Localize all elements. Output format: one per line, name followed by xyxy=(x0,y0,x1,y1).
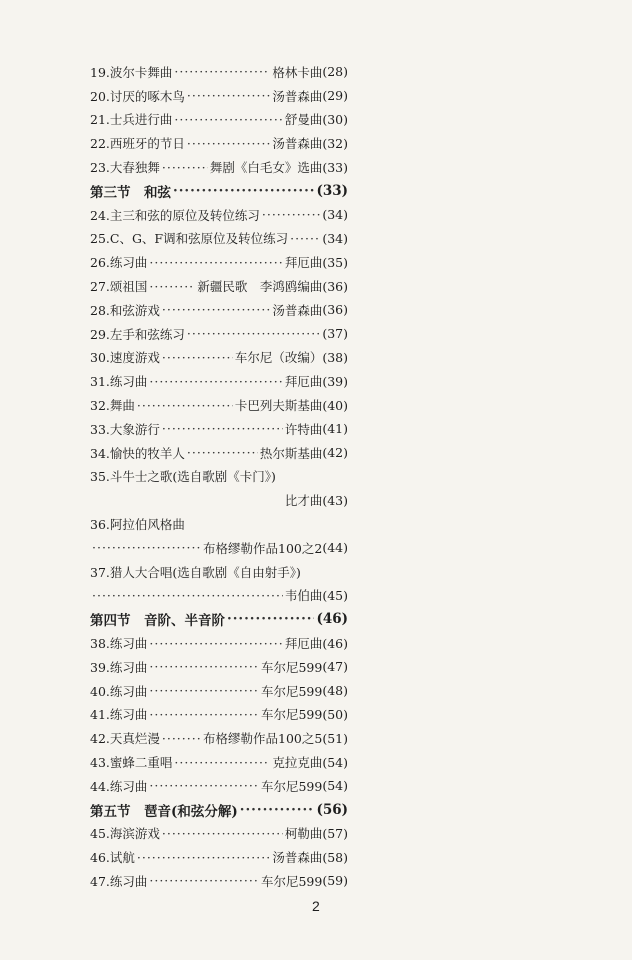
toc-title: 30.速度游戏 xyxy=(90,350,160,366)
toc-page: (41) xyxy=(322,421,348,437)
toc-entry xyxy=(90,108,348,132)
toc-title: 32.舞曲 xyxy=(90,398,135,414)
toc-title: 第三节 和弦 xyxy=(90,184,171,201)
toc-leader-dots xyxy=(149,279,195,294)
page-number: 2 xyxy=(312,898,320,914)
toc-entry xyxy=(90,774,348,798)
toc-entry xyxy=(90,488,348,512)
toc-entry xyxy=(90,869,348,893)
toc-page: (38) xyxy=(322,349,348,365)
toc-composer: 车尔尼599 xyxy=(260,683,323,699)
toc-page: (33) xyxy=(322,159,348,175)
toc-page: (30) xyxy=(322,111,348,127)
toc-leader-dots xyxy=(149,659,259,674)
toc-leader-dots xyxy=(162,731,201,746)
toc-leader-dots xyxy=(149,636,282,651)
toc-composer: 拜厄曲 xyxy=(284,255,323,271)
toc-composer: 车尔尼599 xyxy=(260,778,323,794)
toc-page: (42) xyxy=(322,445,348,461)
toc-page: (59) xyxy=(322,873,348,889)
toc-page: (34) xyxy=(322,207,348,223)
toc-composer: 布格缪勒作品100之5 xyxy=(203,731,323,747)
toc-page: (48) xyxy=(322,683,348,699)
toc-composer: 新疆民歌 李鸿鸥编曲 xyxy=(197,279,323,295)
toc-entry xyxy=(90,369,348,393)
toc-title: 28.和弦游戏 xyxy=(90,302,160,318)
toc-entry xyxy=(90,227,348,251)
toc-section-heading xyxy=(90,179,348,203)
toc-title: 35.斗牛士之歌(选自歌剧《卡门》) xyxy=(90,469,276,485)
toc-leader-dots xyxy=(149,255,282,270)
toc-composer: 热尔斯基曲 xyxy=(259,445,323,461)
toc-leader-dots xyxy=(187,326,320,341)
toc-entry xyxy=(90,84,348,108)
toc-title: 31.练习曲 xyxy=(90,374,148,390)
toc-title: 45.海滨游戏 xyxy=(90,826,160,842)
toc-page: (36) xyxy=(322,302,348,318)
toc-composer: 舒曼曲 xyxy=(284,112,323,128)
toc-leader-dots xyxy=(174,755,270,770)
toc-title: 33.大象游行 xyxy=(90,421,160,437)
toc-title: 46.试航 xyxy=(90,850,135,866)
toc-leader-dots xyxy=(149,707,259,722)
toc-title: 47.练习曲 xyxy=(90,873,148,889)
toc-entry xyxy=(90,631,348,655)
toc-entry xyxy=(90,536,348,560)
toc-page: (50) xyxy=(322,706,348,722)
toc-entry xyxy=(90,750,348,774)
toc-composer: 汤普森曲 xyxy=(272,88,323,104)
toc-page: (56) xyxy=(316,801,348,818)
toc-title: 41.练习曲 xyxy=(90,707,148,723)
toc-leader-dots xyxy=(162,302,270,317)
toc-composer: 韦伯曲 xyxy=(284,588,323,604)
toc-title: 37.猎人大合唱(选自歌剧《自由射手》) xyxy=(90,564,301,580)
toc-page: (33) xyxy=(316,182,348,199)
toc-entry xyxy=(90,822,348,846)
toc-entry xyxy=(90,346,348,370)
toc-page: (45) xyxy=(322,587,348,603)
toc-title: 25.C、G、F调和弦原位及转位练习 xyxy=(90,231,289,247)
toc-entry xyxy=(90,584,348,608)
toc-entry xyxy=(90,441,348,465)
toc-title: 21.士兵进行曲 xyxy=(90,112,173,128)
toc-composer: 克拉克曲 xyxy=(272,755,323,770)
toc-composer: 比才曲 xyxy=(284,493,323,509)
toc-title: 23.大春独舞 xyxy=(90,160,160,176)
toc-leader-dots xyxy=(162,160,208,175)
toc-leader-dots xyxy=(137,850,270,865)
toc-title: 40.练习曲 xyxy=(90,683,148,699)
toc-composer: 汤普森曲 xyxy=(272,302,323,318)
toc-entry xyxy=(90,131,348,155)
toc-composer: 车尔尼599 xyxy=(260,873,323,889)
toc-page: (44) xyxy=(322,540,348,556)
toc-title: 第四节 音阶、半音阶 xyxy=(90,613,225,630)
toc-leader-dots xyxy=(149,873,259,888)
toc-leader-dots xyxy=(149,778,259,793)
toc-entry xyxy=(90,274,348,298)
toc-title: 38.练习曲 xyxy=(90,636,148,652)
toc-entry xyxy=(90,726,348,750)
toc-page: (43) xyxy=(322,492,348,508)
toc-composer: 汤普森曲 xyxy=(272,136,323,152)
toc-page: (35) xyxy=(322,254,348,270)
toc-leader-dots xyxy=(162,826,283,841)
toc-title: 44.练习曲 xyxy=(90,778,148,794)
toc-entry xyxy=(90,512,348,536)
toc-entry xyxy=(90,203,348,227)
toc-composer: 舞剧《白毛女》选曲 xyxy=(209,160,323,176)
toc-title: 26.练习曲 xyxy=(90,255,148,271)
toc-entry xyxy=(90,250,348,274)
toc-entry xyxy=(90,679,348,703)
toc-leader-dots xyxy=(162,350,233,365)
toc-leader-dots xyxy=(137,398,233,413)
toc-title: 20.讨厌的啄木鸟 xyxy=(90,88,185,104)
toc-leader-dots xyxy=(187,136,270,151)
toc-leader-dots xyxy=(262,207,320,222)
toc-composer: 格林卡曲 xyxy=(272,64,323,80)
toc-page: (39) xyxy=(322,373,348,389)
toc-entry xyxy=(90,155,348,179)
toc-composer: 许特曲 xyxy=(284,421,323,437)
toc-title: 27.颂祖国 xyxy=(90,279,148,295)
toc-page: (57) xyxy=(322,825,348,841)
toc-entry xyxy=(90,298,348,322)
toc-composer: 拜厄曲 xyxy=(284,636,323,652)
toc-entry xyxy=(90,560,348,584)
toc-composer: 卡巴列夫斯基曲 xyxy=(234,398,323,414)
toc-entry xyxy=(90,417,348,441)
toc-leader-dots xyxy=(187,88,270,103)
toc-composer: 车尔尼（改编） xyxy=(234,350,323,366)
toc-leader-dots xyxy=(149,374,282,389)
toc-composer: 车尔尼599 xyxy=(260,659,323,675)
toc-leader-dots xyxy=(173,183,314,199)
toc-title: 19.波尔卡舞曲 xyxy=(90,64,173,80)
toc-page: (28) xyxy=(322,64,348,80)
toc-leader-dots xyxy=(174,64,270,79)
toc-section-heading xyxy=(90,607,348,631)
toc-section-heading xyxy=(90,798,348,822)
toc-title: 36.阿拉伯风格曲 xyxy=(90,517,185,533)
toc-entry xyxy=(90,60,348,84)
toc-page: (47) xyxy=(322,659,348,675)
toc-entry xyxy=(90,703,348,727)
toc-leader-dots xyxy=(92,588,283,603)
toc-composer: 布格缪勒作品100之2 xyxy=(203,540,323,556)
toc-composer: 拜厄曲 xyxy=(284,374,323,390)
toc-composer: 车尔尼599 xyxy=(260,707,323,723)
toc-page: (29) xyxy=(322,88,348,104)
toc-entry xyxy=(90,845,348,869)
table-of-contents xyxy=(90,60,348,893)
toc-leader-dots xyxy=(162,421,283,436)
toc-leader-dots xyxy=(290,231,320,246)
toc-leader-dots xyxy=(149,683,259,698)
toc-leader-dots xyxy=(240,802,315,818)
toc-title: 24.主三和弦的原位及转位练习 xyxy=(90,207,260,223)
toc-entry xyxy=(90,655,348,679)
toc-page: (46) xyxy=(316,611,348,628)
toc-title: 34.愉快的牧羊人 xyxy=(90,445,185,461)
toc-title: 29.左手和弦练习 xyxy=(90,326,185,342)
toc-page: (46) xyxy=(322,635,348,651)
toc-leader-dots xyxy=(92,540,201,555)
toc-title: 39.练习曲 xyxy=(90,659,148,675)
toc-page: (54) xyxy=(322,754,348,770)
toc-page: (32) xyxy=(322,135,348,151)
toc-page: (36) xyxy=(322,278,348,294)
toc-page: (51) xyxy=(322,730,348,746)
toc-title: 第五节 琶音(和弦分解) xyxy=(90,803,238,820)
toc-page: (58) xyxy=(322,849,348,865)
toc-leader-dots xyxy=(174,112,282,127)
toc-page: (54) xyxy=(322,778,348,794)
toc-page: (37) xyxy=(322,326,348,342)
toc-leader-dots xyxy=(187,445,258,460)
toc-page: (40) xyxy=(322,397,348,413)
toc-composer: 柯勒曲 xyxy=(284,826,323,842)
toc-title: 42.天真烂漫 xyxy=(90,731,160,747)
toc-page: (34) xyxy=(322,230,348,246)
toc-leader-dots xyxy=(227,611,314,627)
toc-composer: 汤普森曲 xyxy=(272,850,323,866)
toc-entry xyxy=(90,465,348,489)
toc-entry xyxy=(90,393,348,417)
toc-entry xyxy=(90,322,348,346)
toc-title: 43.蜜蜂二重唱 xyxy=(90,755,173,770)
toc-title: 22.西班牙的节日 xyxy=(90,136,185,152)
